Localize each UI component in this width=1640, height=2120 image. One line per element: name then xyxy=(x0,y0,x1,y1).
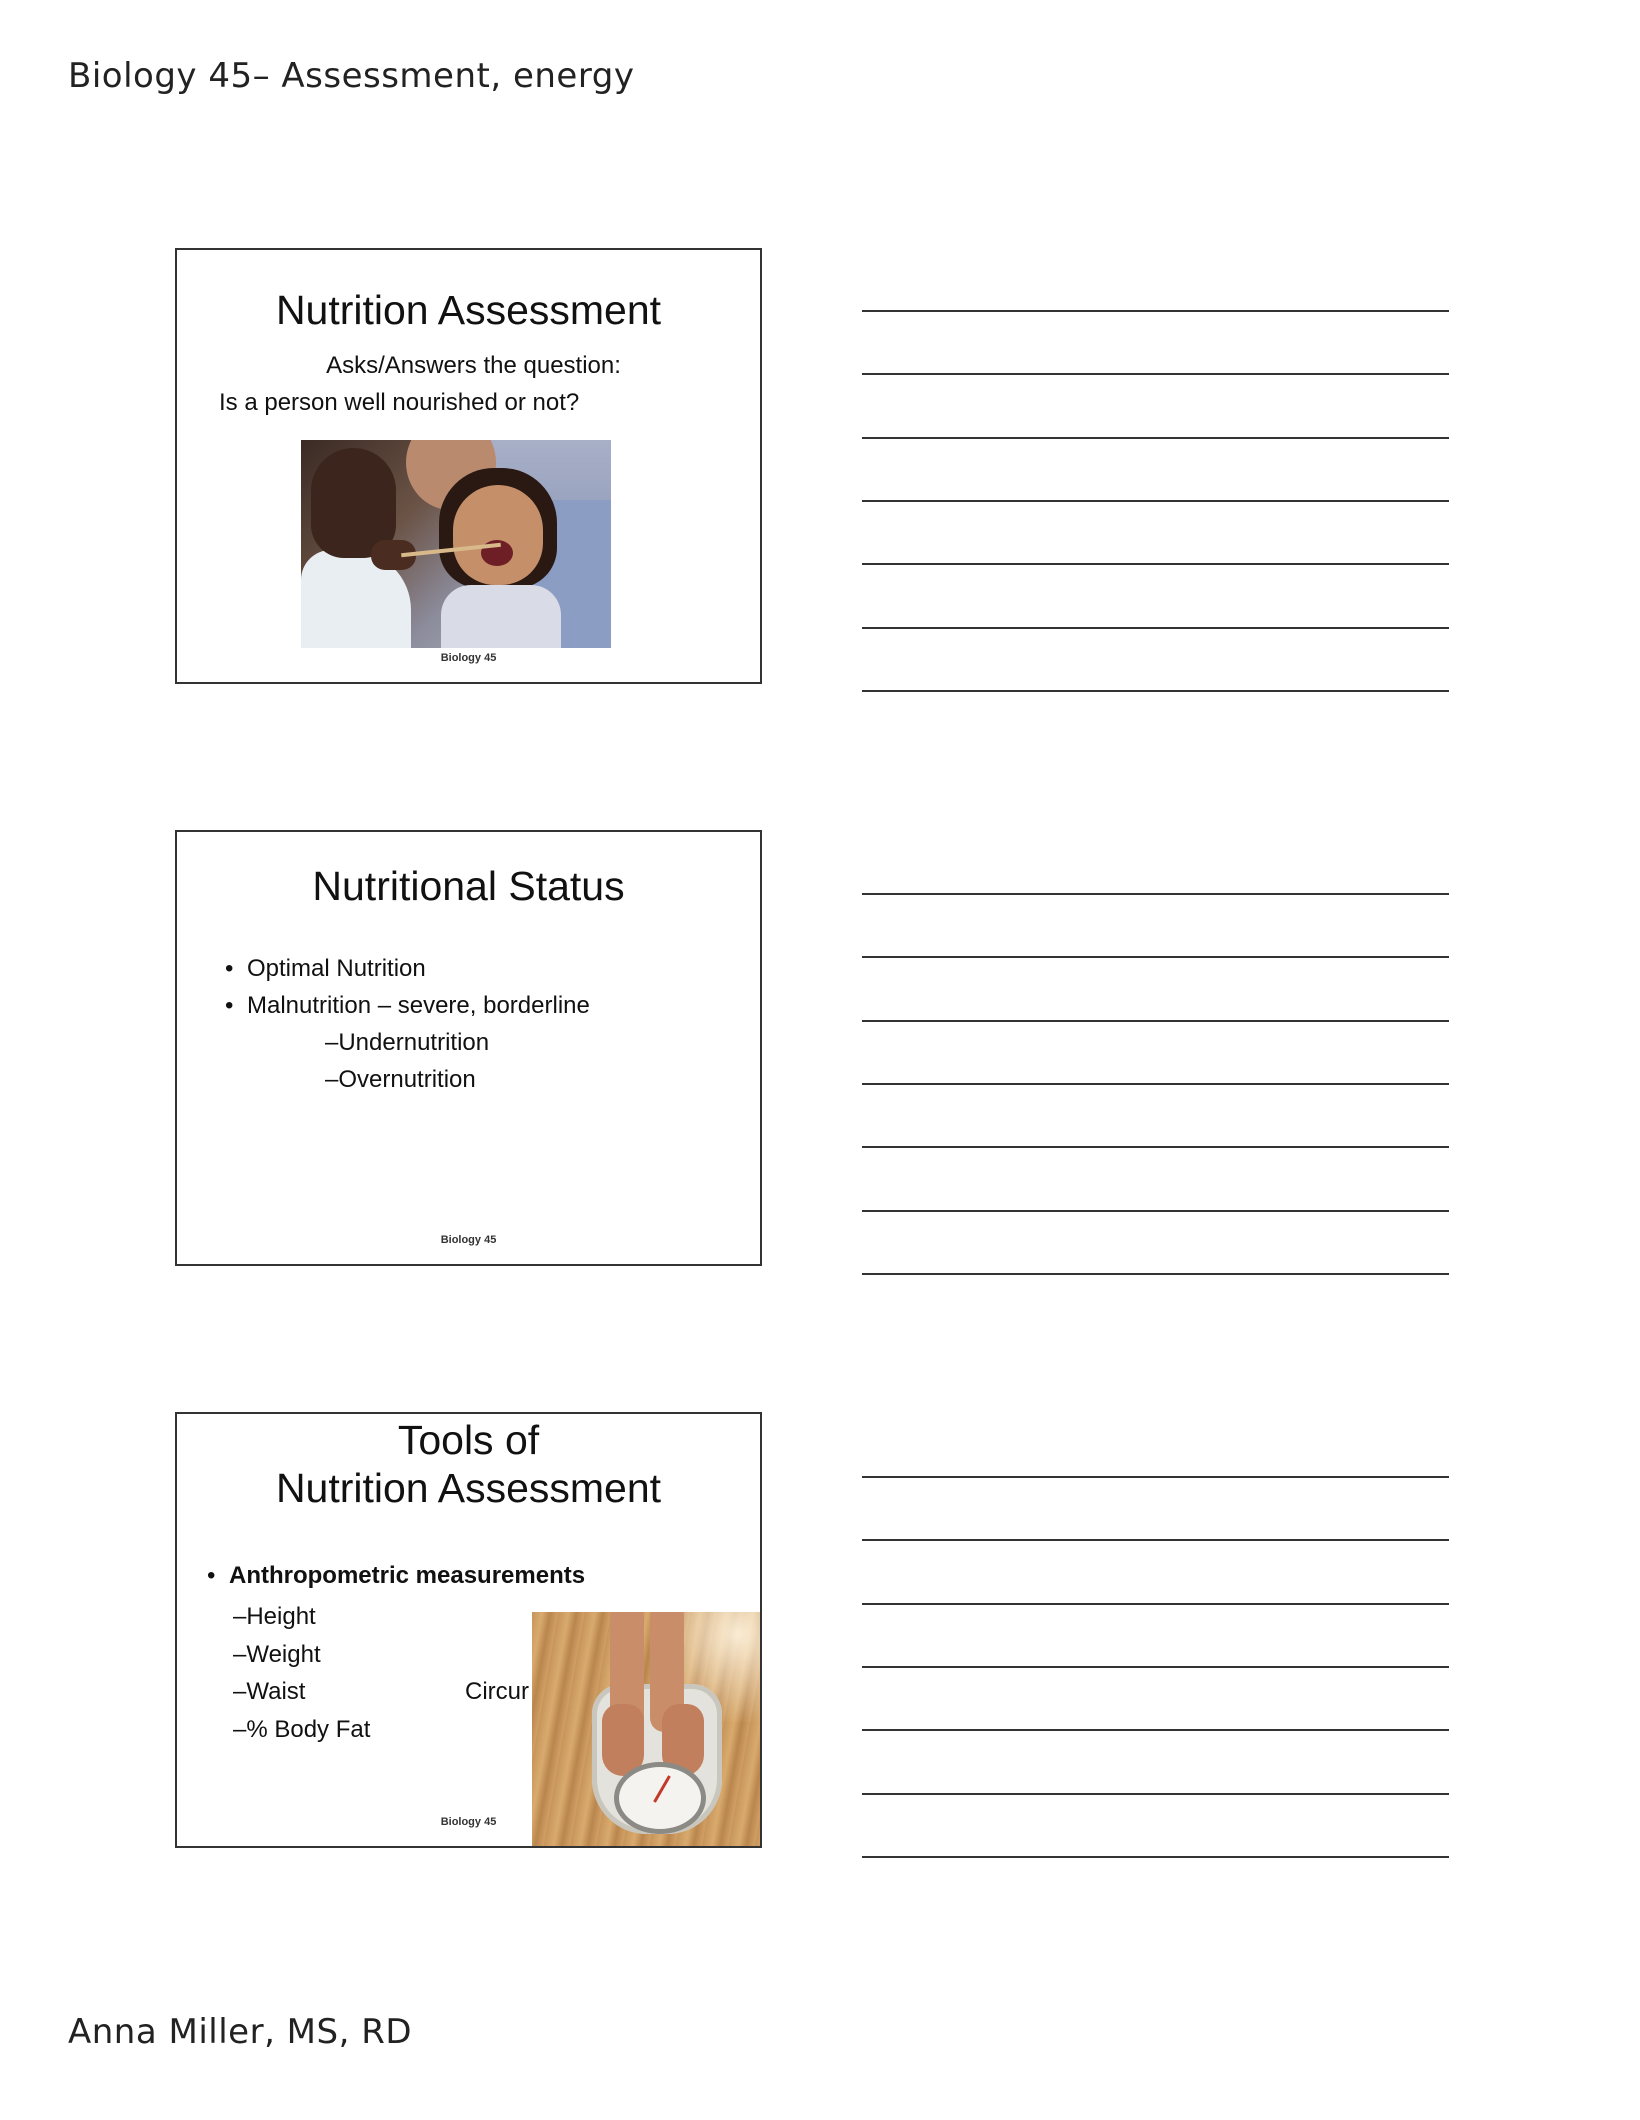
page-footer: Anna Miller, MS, RD xyxy=(68,2012,413,2052)
sub-item: –Waist xyxy=(233,1678,306,1705)
note-line xyxy=(862,893,1449,895)
slide-title xyxy=(177,1416,760,1512)
sub-item: –Weight xyxy=(233,1640,321,1668)
page-header: Biology 45– Assessment, energy xyxy=(68,56,635,96)
note-line xyxy=(862,1666,1449,1668)
doctor-exam-photo xyxy=(301,440,611,648)
slide-footer: Biology 45 xyxy=(440,1234,497,1246)
slide-text-line: Is a person well nourished or not? xyxy=(219,389,580,416)
note-line xyxy=(862,373,1449,375)
note-line xyxy=(862,563,1449,565)
note-line xyxy=(862,1729,1449,1731)
note-line xyxy=(862,500,1449,502)
note-line xyxy=(862,1146,1449,1148)
note-line xyxy=(862,1603,1449,1605)
sub-item: –Undernutrition xyxy=(325,1029,490,1056)
note-line xyxy=(862,1539,1449,1541)
note-line xyxy=(862,627,1449,629)
note-line xyxy=(862,1273,1449,1275)
note-line xyxy=(862,1476,1449,1478)
slide-nutritional-status xyxy=(175,830,762,1266)
slide-footer: Biology 45 xyxy=(440,1816,497,1828)
slide-nutrition-assessment xyxy=(175,248,762,684)
note-line xyxy=(862,437,1449,439)
bullet-item: • Optimal Nutrition xyxy=(225,950,590,987)
sub-item: –Overnutrition xyxy=(325,1066,476,1093)
slide-tools-of-assessment xyxy=(175,1412,762,1848)
note-line xyxy=(862,956,1449,958)
bullet-item: • Anthropometric measurements xyxy=(207,1562,585,1590)
note-line xyxy=(862,1793,1449,1795)
note-line xyxy=(862,690,1449,692)
slide-title-line: Tools of xyxy=(397,1417,540,1463)
sub-item-list xyxy=(233,1598,370,1748)
bathroom-scale-photo xyxy=(532,1612,762,1848)
slide-title: Nutrition Assessment xyxy=(275,287,662,333)
note-line xyxy=(862,1083,1449,1085)
slide-footer: Biology 45 xyxy=(440,652,497,664)
sub-item: –% Body Fat xyxy=(233,1715,371,1743)
note-line xyxy=(862,310,1449,312)
note-line xyxy=(862,1210,1449,1212)
circumference-text-fragment: Circur xyxy=(465,1678,529,1705)
note-line xyxy=(862,1020,1449,1022)
bullet-list xyxy=(225,950,590,1098)
bullet-item: • Malnutrition – severe, borderline xyxy=(225,987,590,1024)
slide-title-line: Nutrition Assessment xyxy=(275,1465,662,1511)
slide-title: Nutritional Status xyxy=(312,863,625,909)
sub-item: –Height xyxy=(233,1603,316,1630)
slide-text-line: Asks/Answers the question: xyxy=(326,352,621,379)
note-line xyxy=(862,1856,1449,1858)
